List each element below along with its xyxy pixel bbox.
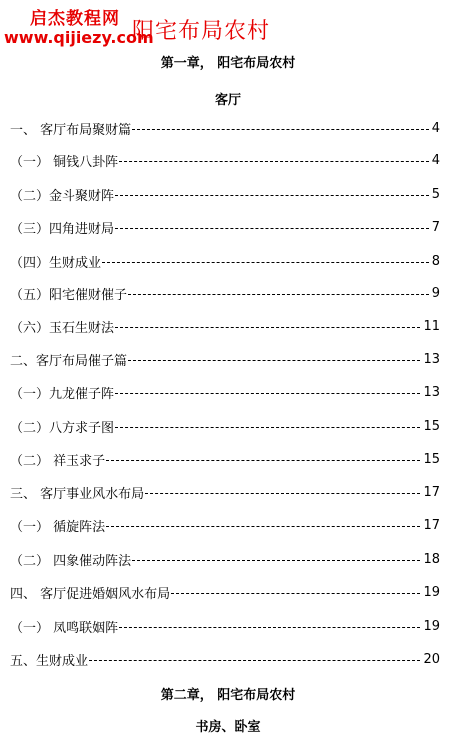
toc-entry-page: 17 [423, 517, 440, 533]
dot-leader [119, 161, 429, 162]
toc-entry[interactable] [10, 349, 440, 369]
toc-entry[interactable] [10, 316, 440, 336]
toc-entry[interactable] [10, 616, 440, 636]
dot-leader [115, 195, 429, 196]
toc-entry[interactable] [10, 217, 440, 237]
toc-entry[interactable] [10, 283, 440, 303]
toc-entry[interactable] [10, 118, 440, 138]
toc-entry-label: （二）八方求子图 [10, 420, 115, 436]
toc-entry[interactable] [10, 150, 440, 170]
toc-entry[interactable] [10, 184, 440, 204]
toc-entry-label: （六）玉石生财法 [10, 320, 115, 336]
dot-leader [132, 129, 429, 130]
toc-entry-page: 4 [431, 152, 440, 168]
toc-entry-page: 19 [423, 584, 440, 600]
watermark-site-name: 启杰教程网 [30, 9, 120, 29]
toc-entry[interactable] [10, 549, 440, 569]
dot-leader [89, 660, 420, 661]
toc-entry-label: （三）四角进财局 [10, 221, 115, 237]
toc-entry-label: （一） 铜钱八卦阵 [10, 154, 119, 170]
dot-leader [115, 327, 420, 328]
toc-entry-label: （二） 祥玉求子 [10, 453, 106, 469]
toc-entry-label: （四）生财成业 [10, 255, 102, 271]
toc-entry-label: （五）阳宅催财催子 [10, 287, 128, 303]
dot-leader [145, 493, 420, 494]
toc-entry-label: （一） 凤鸣联姻阵 [10, 620, 119, 636]
toc-entry-page: 19 [423, 618, 440, 634]
toc-entry[interactable] [10, 649, 440, 669]
toc-entry-page: 11 [423, 318, 440, 334]
toc-entry-page: 18 [423, 551, 440, 567]
toc-entry[interactable] [10, 449, 440, 469]
toc-entry-label: （二） 四象催动阵法 [10, 553, 132, 569]
dot-leader [115, 228, 429, 229]
toc-entry-page: 17 [423, 484, 440, 500]
toc-entry-page: 20 [423, 651, 440, 667]
toc-entry-label: 一、 客厅布局聚财篇 [10, 122, 132, 138]
toc-entry[interactable] [10, 416, 440, 436]
toc-entry[interactable] [10, 382, 440, 402]
toc-entry-label: 四、 客厅促进婚姻风水布局 [10, 586, 171, 602]
toc-entry-label: 五、生财成业 [10, 653, 89, 669]
toc-entry-label: （一）九龙催子阵 [10, 386, 115, 402]
dot-leader [106, 460, 420, 461]
dot-leader [115, 393, 420, 394]
chapter1-section: 客厅 [214, 93, 241, 108]
toc-entry-label: （二）金斗聚财阵 [10, 188, 115, 204]
watermark-url: www.qijiezy.com [4, 28, 154, 47]
toc-entry[interactable] [10, 482, 440, 502]
toc-entry-page: 13 [423, 384, 440, 400]
document-title: 阳宅布局农村 [132, 19, 271, 44]
chapter2-heading: 第二章， 阳宅布局农村 [160, 688, 296, 703]
toc-entry-page: 15 [423, 451, 440, 467]
toc-entry-page: 9 [431, 285, 440, 301]
toc-entry-page: 8 [431, 253, 440, 269]
chapter2-section: 书房、卧室 [195, 720, 261, 735]
toc-entry-page: 7 [431, 219, 440, 235]
toc-entry-label: （一） 循旋阵法 [10, 519, 106, 535]
toc-entry-label: 三、 客厅事业风水布局 [10, 486, 145, 502]
toc-entry-label: 二、客厅布局催子篇 [10, 353, 128, 369]
toc-entry-page: 15 [423, 418, 440, 434]
dot-leader [106, 526, 420, 527]
dot-leader [115, 427, 420, 428]
dot-leader [128, 294, 429, 295]
toc-entry-page: 5 [431, 186, 440, 202]
dot-leader [102, 262, 429, 263]
dot-leader [171, 593, 420, 594]
dot-leader [119, 627, 420, 628]
toc-entry-page: 13 [423, 351, 440, 367]
dot-leader [132, 560, 420, 561]
toc-entry[interactable] [10, 515, 440, 535]
dot-leader [128, 360, 420, 361]
chapter1-heading: 第一章， 阳宅布局农村 [160, 56, 296, 71]
toc-entry[interactable] [10, 251, 440, 271]
toc-entry-page: 4 [431, 120, 440, 136]
toc-entry[interactable] [10, 582, 440, 602]
